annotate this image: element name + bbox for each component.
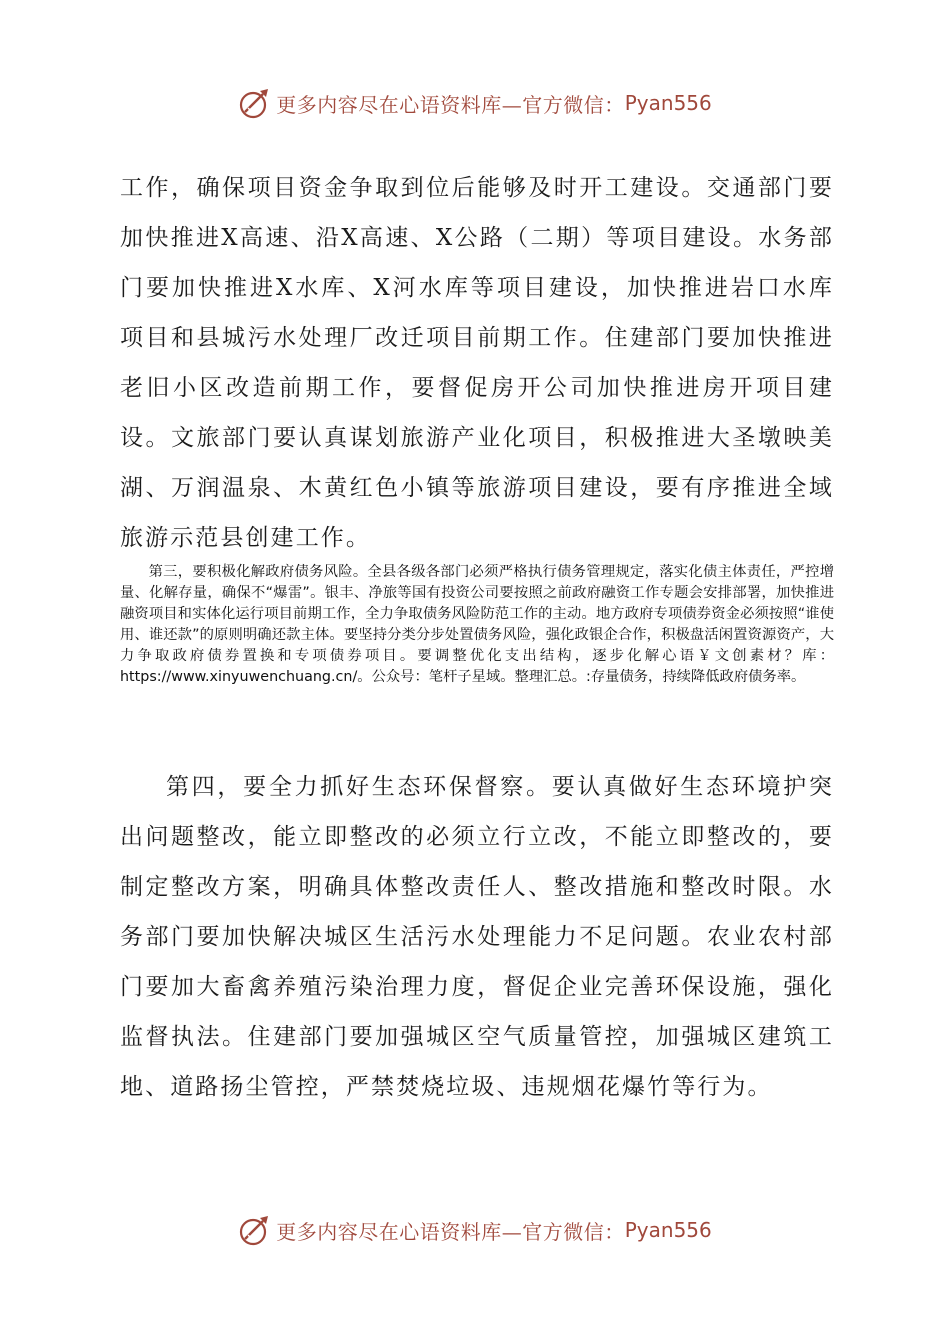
watermark-text: 更多内容尽在心语资料库—官方微信： <box>276 92 625 117</box>
paragraph-text: 工作，确保项目资金争取到位后能够及时开工建设。交通部门要加快推进X高速、沿X高速、X公路（二期）等项目建设。水务部门要加快推进X水库、X河水库等项目建设，加快推进岩口水库项目和县城污水处理厂改迁项目前期工作。住建部门要加快推进老旧小区改造前期工作，要督促房开公司加快推进房开项目建设。文旅部门要认真谋划旅游产业化项目，积极推进大圣墩映美湖、万润温泉、木黄红色小镇等旅游项目建设，要有序推进全域旅游示范县创建工作。 <box>120 175 834 551</box>
header-watermark <box>0 83 950 123</box>
paragraph-2 <box>120 562 834 688</box>
pen-logo-icon <box>238 86 272 120</box>
pen-logo-icon <box>238 1213 272 1247</box>
watermark-wechat-id: Pyan556 <box>624 91 712 115</box>
paragraph-3 <box>120 762 834 1112</box>
watermark-text: 更多内容尽在心语资料库—官方微信： <box>276 1219 625 1244</box>
watermark-wechat-id: Pyan556 <box>624 1218 712 1242</box>
paragraph-text: 第四，要全力抓好生态环保督察。要认真做好生态环境护突出问题整改，能立即整改的必须立行立改，不能立即整改的，要制定整改方案，明确具体整改责任人、整改措施和整改时限。水务部门要加快解决城区生活污水处理能力不足问题。农业农村部门要加大畜禽养殖污染治理力度，督促企业完善环保设施，强化监督执法。住建部门要加强城区空气质量管控，加强城区建筑工地、道路扬尘管控，严禁焚烧垃圾、违规烟花爆竹等行为。 <box>120 774 834 1100</box>
footer-watermark <box>0 1210 950 1250</box>
paragraph-1 <box>120 163 834 563</box>
paragraph-text: 第三，要积极化解政府债务风险。全县各级各部门必须严格执行债务管理规定，落实化债主体责任，严控增量、化解存量，确保不“爆雷”。银丰、净旅等国有投资公司要按照之前政府融资工作专题会安排部署，加快推进融资项目和实体化运行项目前期工作，全力争取债务风险防范工作的主动。地方政府专项债券资金必须按照“谁使用、谁还款”的原则明确还款主体。要坚持分类分步处置债务风险，强化政银企合作，积极盘活闲置资源资产，大力争取政府债券置换和专项债券项目。要调整优化支出结构，逐步化解心语￥文创素材？库：https://www.xinyuwenchuang.cn/。公众号：笔杆子星域。整理汇总。:存量债务，持续降低政府债务率。 <box>120 564 834 685</box>
